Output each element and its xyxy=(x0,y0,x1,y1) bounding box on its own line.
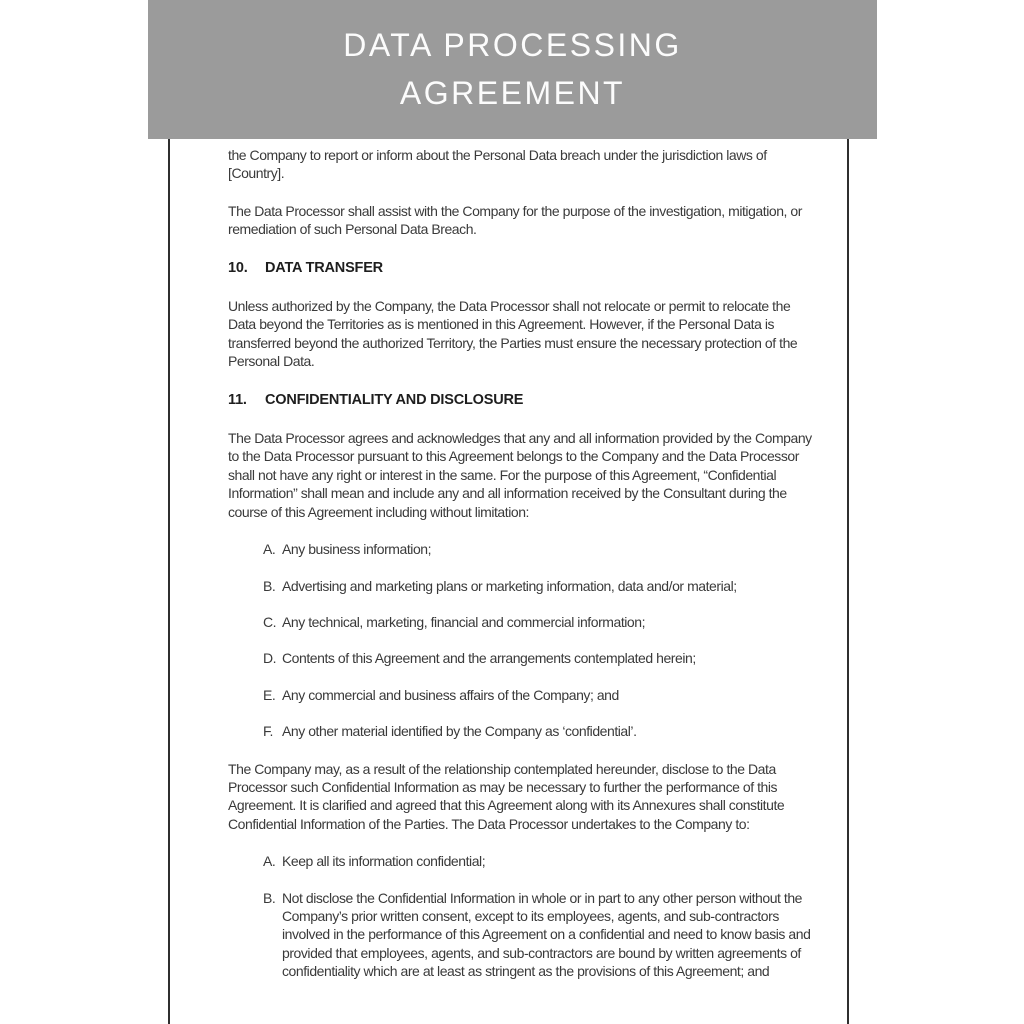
paragraph-disclosure: The Company may, as a result of the relationship contemplated hereunder, disclose to the Data Processor such Confidential Information as may be necessary to further the performance of this Agreement. It is clarified and agreed that this Agreement along with its Annexures shall constitute Confidential Information of the Parties. The Data Processor undertakes to the Company to: xyxy=(228,760,785,832)
section-10-number: 10. xyxy=(228,259,248,276)
confidential-information-list xyxy=(228,540,813,740)
list-item-text: Any business information; xyxy=(282,541,432,558)
section-heading-11 xyxy=(228,391,813,409)
list-marker: A. xyxy=(263,853,276,870)
list-item xyxy=(263,649,813,667)
list-item xyxy=(263,540,813,558)
list-marker: A. xyxy=(263,541,276,558)
section-10-title: DATA TRANSFER xyxy=(265,259,383,276)
paragraph-breach-report: the Company to report or inform about the Personal Data breach under the jurisdiction laws of [Country]. xyxy=(228,147,767,182)
list-marker: F. xyxy=(263,723,273,740)
list-item-text: Any commercial and business affairs of the Company; and xyxy=(282,686,619,703)
section-11-title: CONFIDENTIALITY AND DISCLOSURE xyxy=(265,391,524,408)
list-item-text: Any technical, marketing, financial and commercial information; xyxy=(282,613,646,630)
document-body xyxy=(228,146,813,1000)
list-item xyxy=(263,889,813,981)
list-marker: B. xyxy=(263,577,276,594)
paragraph-confidential-information: The Data Processor agrees and acknowledges that any and all information provided by the Company to the Data Processor pursuant to this Agreement belongs to the Company and the Data Processor shall not have any right or interest in the same. For the purpose of this Agreement, “Confidential Information” shall mean and include any and all information received by the Consultant during the course of this Agreement including without limitation: xyxy=(228,430,812,520)
list-item-text: Advertising and marketing plans or marketing information, data and/or material; xyxy=(282,577,737,594)
list-marker: B. xyxy=(263,889,276,906)
document-title-line-1: DATA PROCESSING xyxy=(343,27,682,63)
paragraph-breach-assist: The Data Processor shall assist with the Company for the purpose of the investigation, mitigation, or remediation of such Personal Data Breach. xyxy=(228,202,802,238)
paragraph-data-transfer: Unless authorized by the Company, the Data Processor shall not relocate or permit to relocate the Data beyond the Territories as is mentioned in this Agreement. However, if the Personal Data is transferred beyond the authorized Territory, the Parties must ensure the necessary protection of the Personal Data. xyxy=(228,298,798,370)
list-item xyxy=(263,613,813,631)
list-marker: C. xyxy=(263,613,277,630)
undertakings-list xyxy=(228,852,813,980)
section-11-number: 11. xyxy=(228,391,247,408)
list-item xyxy=(263,852,813,870)
list-marker: E. xyxy=(263,686,276,703)
list-item xyxy=(263,577,813,595)
section-heading-10 xyxy=(228,259,813,277)
list-item-text: Contents of this Agreement and the arrangements contemplated herein; xyxy=(282,650,696,667)
list-item xyxy=(263,722,813,740)
list-item-text: Keep all its information confidential; xyxy=(282,853,486,870)
list-item xyxy=(263,686,813,704)
list-marker: D. xyxy=(263,650,277,667)
title-banner xyxy=(148,0,877,139)
document-title-line-2: AGREEMENT xyxy=(399,75,626,111)
list-item-text: Any other material identified by the Company as ‘confidential’. xyxy=(282,723,637,740)
list-item-text: Not disclose the Confidential Information in whole or in part to any other person without the Company’s prior written consent, except to its employees, agents, and sub-contractors involved in the performance of this Agreement on a confidential and need to know basis and provided that employees, agents, and sub-contractors are bound by written agreements of confidentiality which are at least as stringent as the provisions of this Agreement; and xyxy=(282,889,811,980)
